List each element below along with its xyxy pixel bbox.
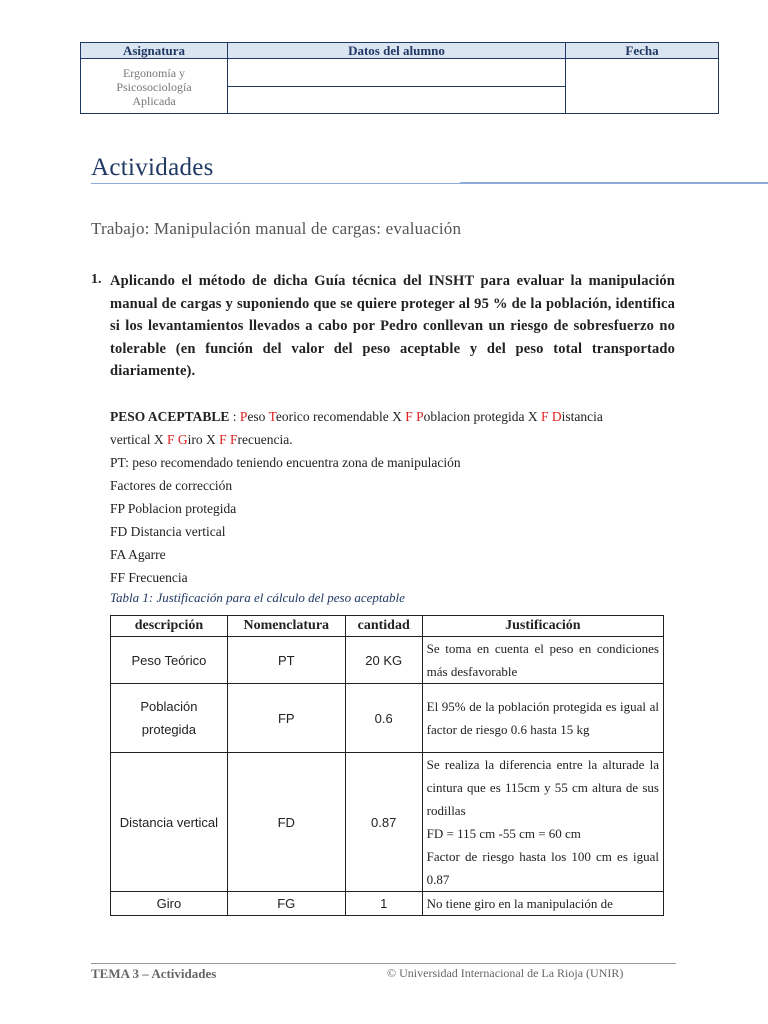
- cell-nomenclature: PT: [227, 637, 345, 684]
- student-second-field[interactable]: [228, 87, 565, 113]
- footer-section-label: TEMA 3 – Actividades: [91, 966, 217, 981]
- table-caption: Tabla 1: Justificación para el cálculo del peso aceptable: [110, 590, 405, 605]
- cell-nomenclature: FD: [227, 753, 345, 892]
- cell-quantity: 20 KG: [345, 637, 422, 684]
- header-table: [80, 42, 719, 114]
- table-row: [111, 684, 664, 753]
- cell-quantity: 0.6: [345, 684, 422, 753]
- subject-name: Ergonomía y Psicosociología Aplicada: [116, 66, 192, 108]
- student-name-field[interactable]: [228, 60, 565, 86]
- cell-quantity: 0.87: [345, 753, 422, 892]
- definition-item: PT: peso recomendado teniendo encuentra zona de manipulación: [110, 455, 461, 470]
- definition-item: FP Poblacion protegida: [110, 501, 237, 516]
- page-title: Actividades: [91, 154, 214, 181]
- title-underline-accent: [460, 182, 768, 184]
- header-subject-label: Asignatura: [81, 43, 227, 59]
- footer-copyright: © Universidad Internacional de La Rioja (UNIR): [387, 966, 624, 980]
- cell-description: Giro: [111, 892, 228, 916]
- question-text: Aplicando el método de dicha Guía técnica del INSHT para evaluar la manipulación manual de cargas y suponiendo que se quiere proteger al 95 % de la población, identifica si los levantamientos llevados a cabo por Pedro conllevan un riesgo de sobresfuerzo no tolerable (en función del valor del peso aceptable y del peso total transportado diariamente).: [110, 273, 675, 379]
- table-row: [111, 637, 664, 684]
- cell-justification: El 95% de la población protegida es igual al factor de riesgo 0.6 hasta 15 kg: [422, 684, 663, 753]
- justification-table: [110, 615, 664, 916]
- column-header: cantidad: [345, 616, 422, 637]
- header-date-label: Fecha: [566, 43, 718, 59]
- cell-nomenclature: FP: [227, 684, 345, 753]
- cell-nomenclature: FG: [227, 892, 345, 916]
- cell-quantity: 1: [345, 892, 422, 916]
- cell-description: Población protegida: [111, 684, 228, 753]
- column-header: Nomenclatura: [227, 616, 345, 637]
- definitions-list: [110, 451, 461, 589]
- table-row: [111, 892, 664, 916]
- question-number: 1.: [91, 272, 102, 287]
- cell-justification: No tiene giro en la manipulación de: [422, 892, 663, 916]
- date-field[interactable]: [566, 60, 718, 113]
- footer-divider: [91, 963, 676, 964]
- definition-item: FD Distancia vertical: [110, 524, 226, 539]
- column-header: descripción: [111, 616, 228, 637]
- header-student-label: Datos del alumno: [227, 43, 566, 59]
- table-header-row: [111, 616, 664, 637]
- cell-justification: Se toma en cuenta el peso en condiciones más desfavorable: [422, 637, 663, 684]
- formula: PESO ACEPTABLE : Peso Teorico recomendable X F Poblacion protegida X F Distancia vertical X F Giro X F Frecuencia.: [110, 409, 603, 447]
- definition-item: Factores de corrección: [110, 478, 233, 493]
- page-subtitle: Trabajo: Manipulación manual de cargas: evaluación: [91, 219, 462, 238]
- definition-item: FA Agarre: [110, 547, 166, 562]
- cell-justification: Se realiza la diferencia entre la alturade la cintura que es 115cm y 55 cm altura de sus rodillas FD = 115 cm -55 cm = 60 cm Factor de riesgo hasta los 100 cm es igual 0.87: [422, 753, 663, 892]
- definition-item: FF Frecuencia: [110, 570, 188, 585]
- column-header: Justificación: [422, 616, 663, 637]
- cell-description: Peso Teórico: [111, 637, 228, 684]
- cell-description: Distancia vertical: [111, 753, 228, 892]
- table-row: [111, 753, 664, 892]
